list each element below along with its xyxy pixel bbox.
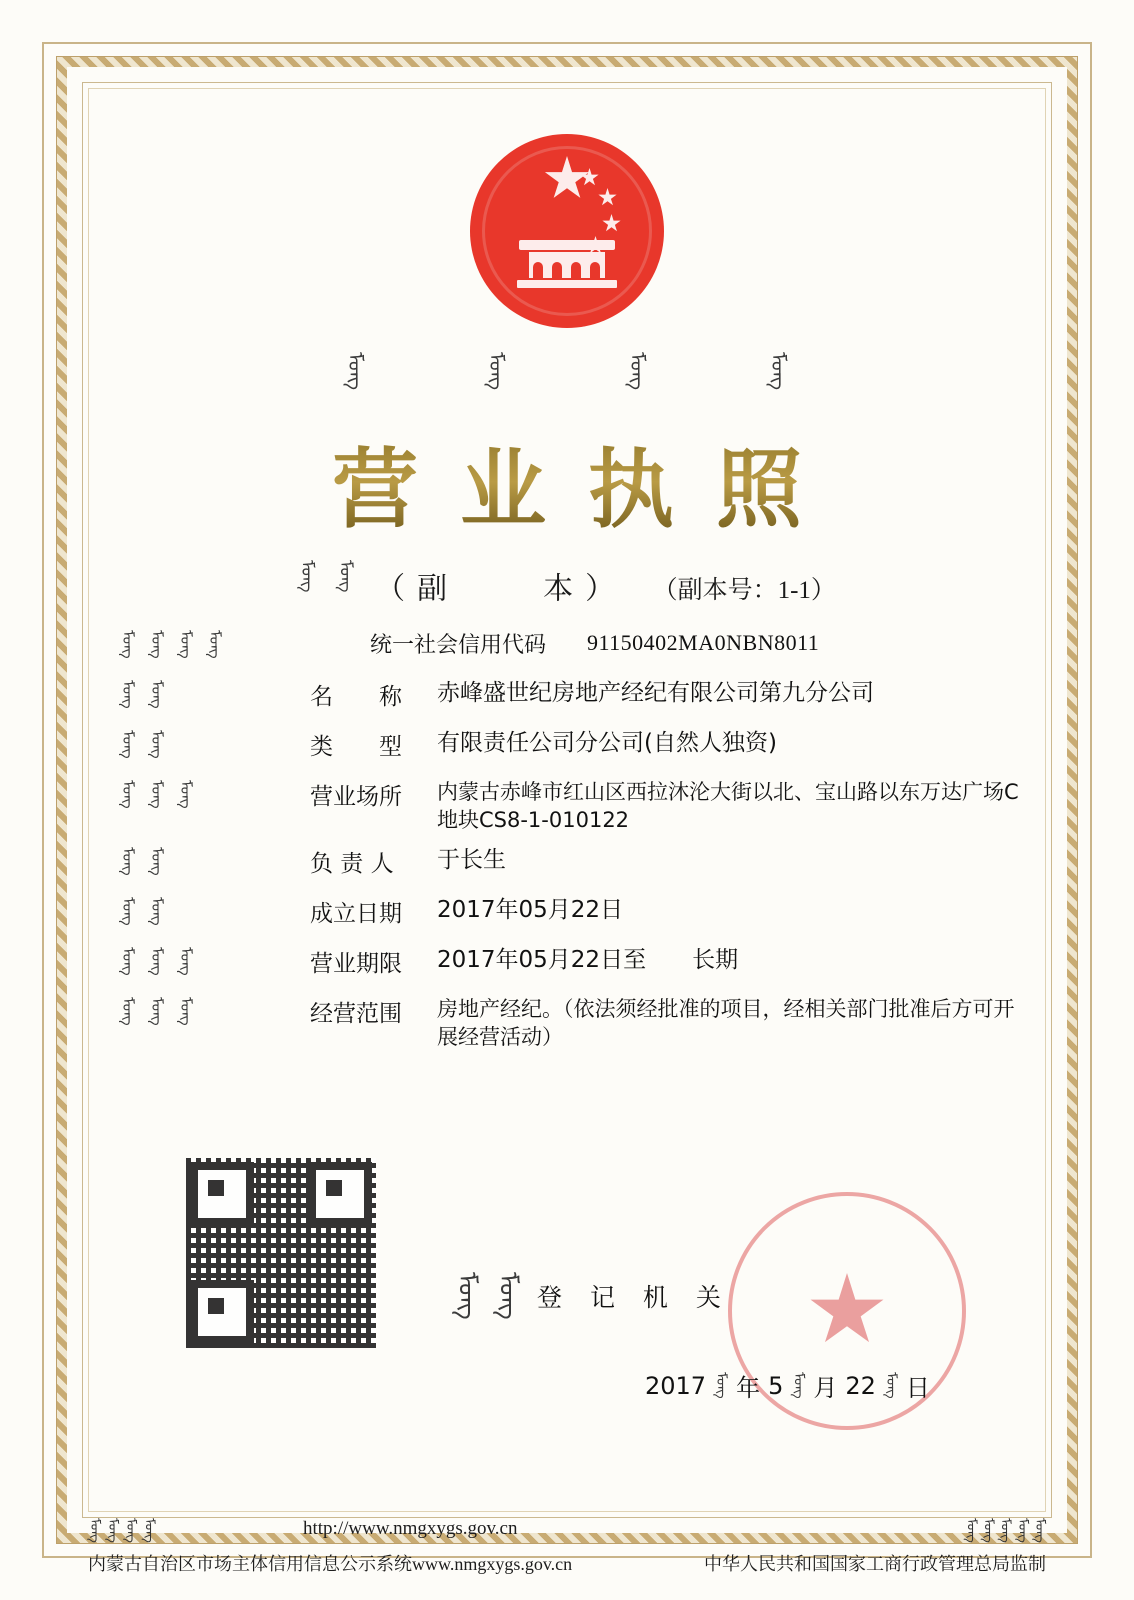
issue-day: 22 (845, 1371, 876, 1400)
page-title: 营业执照 (0, 420, 1134, 544)
field-value-business-scope: 房地产经纪。（依法须经批准的项目，经相关部门批准后方可开展经营活动） (437, 996, 1015, 1050)
field-label-person-in-charge: 负 责 人 (310, 850, 394, 877)
registry-authority-label: 登 记 机 关 (537, 1282, 731, 1312)
mongolian-glyph: ᠮᠣᠩ (177, 630, 195, 659)
mongolian-glyph: ᠮᠣᠩ (148, 846, 166, 876)
mongolian-glyph: ᠮᠣᠩ (119, 730, 137, 759)
field-row-business-scope (120, 995, 1020, 1052)
mongolian-title-row (0, 352, 1134, 396)
mongolian-glyph: ᠮᠣᠩ (206, 630, 224, 659)
field-label-credit-code: 统一社会信用代码 (370, 633, 547, 658)
mongolian-glyph: ᠮᠣᠩ (87, 1518, 102, 1543)
field-value-credit-code: 91150402MA0NBN8011 (587, 630, 820, 655)
mongolian-glyph: ᠮᠣᠩ (177, 946, 195, 976)
mongolian-glyph: ᠮᠣᠩ (790, 1372, 807, 1399)
mongolian-glyph: ᠮᠣᠩ (997, 1518, 1013, 1543)
mongolian-glyph: ᠮᠣᠩ (119, 630, 137, 659)
mongolian-glyph: ᠮᠣᠩ (148, 730, 166, 759)
footer-url-top[interactable]: http://www.nmgxygs.gov.cn (303, 1518, 518, 1539)
mongolian-glyph: ᠮᠣᠩ (123, 1518, 139, 1543)
footer-system-name: 内蒙古自治区市场主体信用信息公示系统 (88, 1554, 412, 1575)
mongolian-glyph: ᠮᠣᠩ (484, 352, 509, 391)
mongolian-label-col (120, 995, 310, 1026)
mongolian-glyph: ᠮᠣᠩ (963, 1518, 979, 1543)
mongolian-label-col (120, 778, 310, 809)
mongolian-glyph: ᠮᠣᠩ (119, 846, 137, 876)
field-value-business-place: 内蒙古赤峰市红山区西拉沐沦大街以北、宝山路以东万达广场C地块CS8-1-010122 (437, 780, 1019, 833)
field-value-type: 有限责任公司分公司(自然人独资) (437, 730, 777, 756)
field-row-type (120, 728, 1020, 768)
footer-bottom-line (88, 1550, 1046, 1576)
field-label-business-place: 营业场所 (310, 784, 402, 810)
issue-date-line (645, 1368, 930, 1403)
mongolian-glyph: ᠮᠣᠩ (177, 996, 195, 1026)
qr-code-icon[interactable] (186, 1158, 376, 1348)
field-value-person-in-charge: 于长生 (437, 846, 506, 873)
mongolian-glyph: ᠮᠣᠩ (177, 780, 195, 809)
mongolian-glyph: ᠮᠣᠩ (119, 780, 137, 809)
mongolian-glyph: ᠮᠣᠩ (105, 1518, 121, 1543)
mongolian-glyph: ᠮᠣᠩ (148, 630, 166, 659)
mongolian-glyph: ᠮᠣᠩ (119, 996, 137, 1026)
mongolian-glyph: ᠮᠣᠩ (148, 996, 166, 1026)
day-char: 日 (905, 1374, 930, 1402)
field-value-established-date: 2017年05月22日 (437, 896, 624, 923)
mongolian-glyph: ᠮᠣᠩ (148, 680, 166, 709)
mongolian-glyph: ᠮᠣᠩ (625, 352, 650, 391)
field-label-business-scope: 经营范围 (310, 1000, 402, 1027)
mongolian-glyph: ᠮᠣᠩ (148, 896, 166, 926)
mongolian-label-col (120, 845, 310, 876)
license-fields (120, 628, 1020, 1061)
mongolian-glyph: ᠮᠣᠩ (882, 1372, 899, 1399)
mongolian-glyph: ᠮᠣᠩ (453, 1272, 482, 1320)
mongolian-glyph: ᠮᠣᠩ (1032, 1518, 1047, 1543)
field-label-business-term: 营业期限 (310, 950, 402, 977)
field-row-business-term (120, 945, 1020, 985)
mongolian-glyph: ᠮᠣᠩ (766, 352, 791, 391)
mongolian-label-col (120, 678, 310, 709)
mongolian-label-col (120, 628, 370, 659)
subtitle-copy-number: （副本号：1-1） (652, 577, 836, 605)
field-row-credit-code (120, 628, 1020, 668)
national-emblem-icon (452, 128, 682, 343)
mongolian-glyph: ᠮᠣᠩ (343, 352, 368, 391)
mongolian-glyph: ᠮᠣᠩ (141, 1518, 157, 1543)
field-label-established-date: 成立日期 (310, 900, 402, 927)
mongolian-glyph: ᠮᠣᠩ (494, 1272, 523, 1320)
field-label-name: 名 称 (310, 684, 402, 710)
footer-url-bottom[interactable]: www.nmgxygs.gov.cn (412, 1554, 573, 1574)
field-row-business-place (120, 778, 1020, 835)
mongolian-glyph: ᠮᠣᠩ (1014, 1518, 1030, 1543)
mongolian-glyph: ᠮᠣᠩ (119, 896, 137, 926)
issue-month: 5 (768, 1371, 784, 1400)
field-value-business-term: 2017年05月22日至 长期 (437, 946, 739, 973)
year-char: 年 (736, 1374, 761, 1402)
mongolian-glyph: ᠮᠣᠩ (148, 946, 166, 976)
mongolian-glyph: ᠮᠣᠩ (119, 946, 137, 976)
footer-top-line (88, 1518, 1046, 1544)
mongolian-glyph: ᠮᠣᠩ (148, 780, 166, 809)
subtitle-copy-label: （副 本） (375, 572, 628, 606)
field-row-person-in-charge (120, 845, 1020, 885)
issue-year: 2017 (645, 1371, 707, 1400)
mongolian-glyph: ᠮᠣᠩ (980, 1518, 996, 1543)
field-row-name (120, 678, 1020, 718)
mongolian-glyph: ᠮᠣᠩ (297, 560, 318, 593)
mongolian-label-col (120, 728, 310, 759)
mongolian-label-col (120, 895, 310, 926)
registry-authority-row (455, 1272, 731, 1320)
mongolian-label-col (120, 945, 310, 976)
field-row-established-date (120, 895, 1020, 935)
footer (88, 1518, 1046, 1576)
mongolian-glyph: ᠮᠣᠩ (119, 680, 137, 709)
field-value-name: 赤峰盛世纪房地产经纪有限公司第九分公司 (437, 680, 874, 706)
mongolian-glyph: ᠮᠣᠩ (335, 560, 356, 593)
footer-issuer: 中华人民共和国国家工商行政管理总局监制 (704, 1554, 1046, 1575)
month-char: 月 (813, 1374, 838, 1402)
mongolian-glyph: ᠮᠣᠩ (713, 1372, 730, 1399)
subtitle-row (0, 560, 1134, 607)
field-label-type: 类 型 (310, 734, 402, 760)
